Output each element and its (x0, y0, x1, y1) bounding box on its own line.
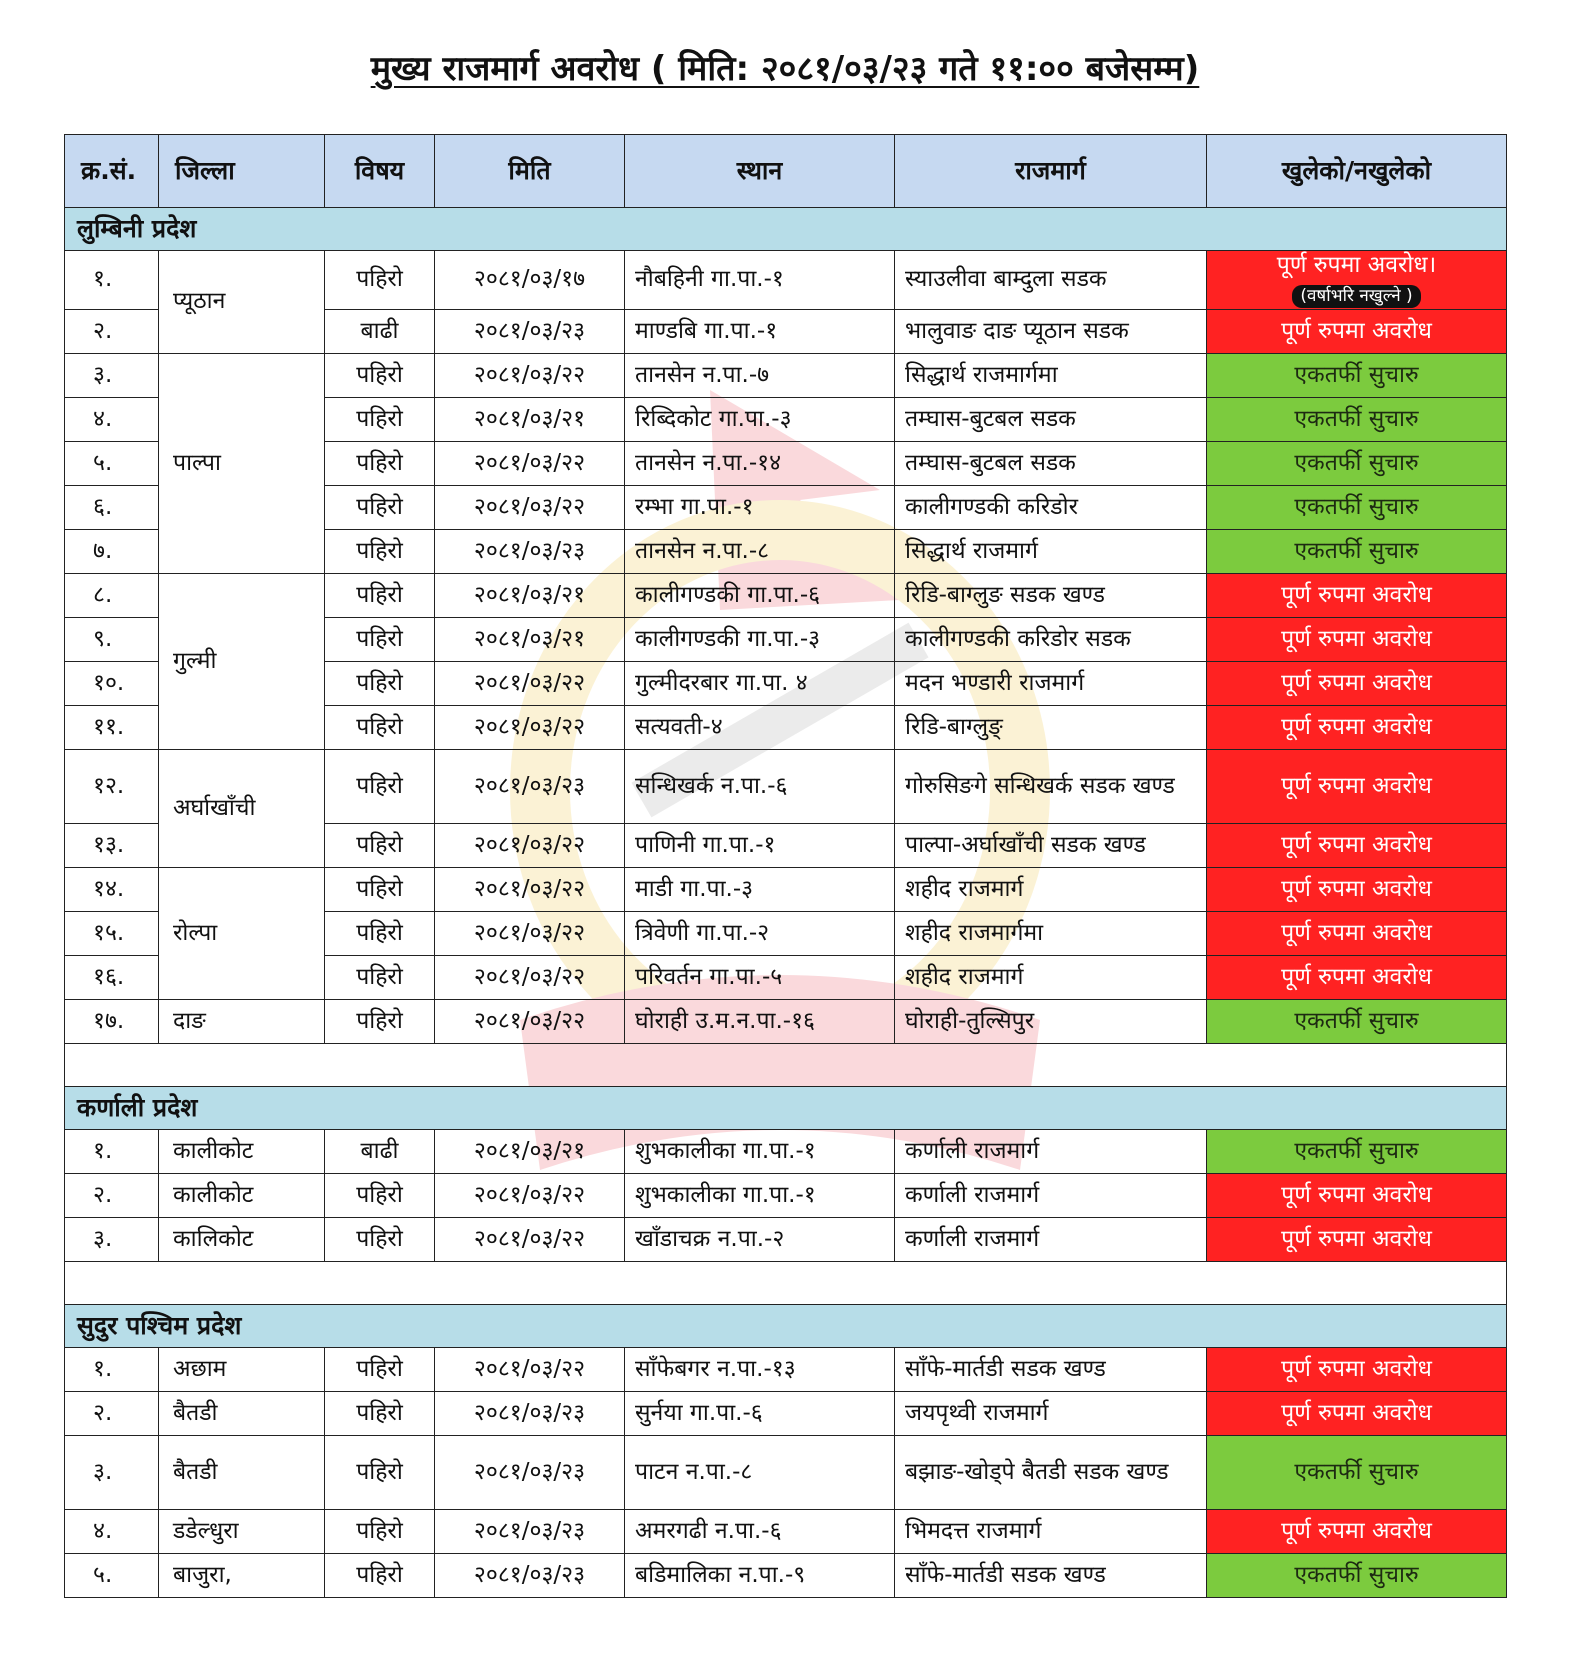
place-cell: पाणिनी गा.पा.-१ (625, 823, 895, 867)
highway-cell: गोरुसिङगे सन्धिखर्क सडक खण्ड (895, 749, 1207, 823)
header-place: स्थान (625, 135, 895, 208)
header-subject: विषय (325, 135, 435, 208)
date-cell: २०८१/०३/२१ (435, 617, 625, 661)
highway-cell: भालुवाङ दाङ प्यूठान सडक (895, 309, 1207, 353)
status-cell (1207, 309, 1507, 353)
highway-cell: मदन भण्डारी राजमार्ग (895, 661, 1207, 705)
date-cell: २०८१/०३/२२ (435, 1173, 625, 1217)
status-text: एकतर्फी सुचारु (1294, 1137, 1419, 1164)
spacer-row (65, 1261, 1507, 1304)
status-text: पूर्ण रुपमा अवरोध (1281, 581, 1432, 608)
date-cell: २०८१/०३/२३ (435, 529, 625, 573)
serial-cell: १३. (65, 823, 159, 867)
serial-cell: ८. (65, 573, 159, 617)
table-row (65, 1509, 1507, 1553)
status-cell (1207, 705, 1507, 749)
status-text: एकतर्फी सुचारु (1294, 361, 1419, 388)
status-cell (1207, 749, 1507, 823)
province-name: कर्णाली प्रदेश (65, 1086, 1507, 1129)
serial-cell: २. (65, 1173, 159, 1217)
date-cell: २०८१/०३/२२ (435, 441, 625, 485)
status-text: एकतर्फी सुचारु (1294, 1007, 1419, 1034)
status-text: पूर्ण रुपमा अवरोध (1281, 772, 1432, 799)
highway-cell: शहीद राजमार्ग (895, 955, 1207, 999)
district-cell: गुल्मी (159, 573, 325, 749)
highway-cell: जयपृथ्वी राजमार्ग (895, 1391, 1207, 1435)
status-cell (1207, 823, 1507, 867)
subject-cell: पहिरो (325, 749, 435, 823)
date-cell: २०८१/०३/२२ (435, 955, 625, 999)
subject-cell: पहिरो (325, 617, 435, 661)
serial-cell: १. (65, 1129, 159, 1173)
subject-cell: पहिरो (325, 251, 435, 310)
district-cell: बाजुरा, (159, 1553, 325, 1597)
serial-cell: १. (65, 251, 159, 310)
place-cell: तानसेन न.पा.-८ (625, 529, 895, 573)
status-text: पूर्ण रुपमा अवरोध (1281, 713, 1432, 740)
date-cell: २०८१/०३/२३ (435, 1391, 625, 1435)
serial-cell: १७. (65, 999, 159, 1043)
district-cell: कालिकोट (159, 1217, 325, 1261)
highway-cell: तम्घास-बुटबल सडक (895, 397, 1207, 441)
place-cell: घोराही उ.म.न.पा.-१६ (625, 999, 895, 1043)
date-cell: २०८१/०३/२१ (435, 573, 625, 617)
district-cell: बैतडी (159, 1435, 325, 1509)
serial-cell: १५. (65, 911, 159, 955)
table-row (65, 1435, 1507, 1509)
place-cell: साँफेबगर न.पा.-१३ (625, 1347, 895, 1391)
place-cell: परिवर्तन गा.पा.-५ (625, 955, 895, 999)
table-row (65, 353, 1507, 397)
serial-cell: ३. (65, 1217, 159, 1261)
subject-cell: पहिरो (325, 1509, 435, 1553)
province-row (65, 208, 1507, 251)
status-cell (1207, 1173, 1507, 1217)
header-serial: क्र.सं. (65, 135, 159, 208)
serial-cell: ३. (65, 353, 159, 397)
spacer-cell (65, 1261, 1507, 1304)
district-cell: अर्घाखाँची (159, 749, 325, 867)
subject-cell: पहिरो (325, 1217, 435, 1261)
place-cell: पाटन न.पा.-८ (625, 1435, 895, 1509)
subject-cell: पहिरो (325, 1173, 435, 1217)
status-text: एकतर्फी सुचारु (1294, 405, 1419, 432)
subject-cell: पहिरो (325, 529, 435, 573)
highway-cell: स्याउलीवा बाम्दुला सडक (895, 251, 1207, 310)
date-cell: २०८१/०३/२२ (435, 661, 625, 705)
serial-cell: १. (65, 1347, 159, 1391)
date-cell: २०८१/०३/२२ (435, 999, 625, 1043)
highway-cell: बझाङ-खोड्पे बैतडी सडक खण्ड (895, 1435, 1207, 1509)
subject-cell: पहिरो (325, 1391, 435, 1435)
district-cell: रोल्पा (159, 867, 325, 999)
status-cell (1207, 573, 1507, 617)
date-cell: २०८१/०३/२१ (435, 397, 625, 441)
date-cell: २०८१/०३/२२ (435, 823, 625, 867)
province-name: सुदुर पश्चिम प्रदेश (65, 1304, 1507, 1347)
status-text: पूर्ण रुपमा अवरोध। (1276, 252, 1437, 278)
serial-cell: २. (65, 1391, 159, 1435)
serial-cell: ३. (65, 1435, 159, 1509)
place-cell: सन्धिखर्क न.पा.-६ (625, 749, 895, 823)
highway-cell: पाल्पा-अर्घाखाँची सडक खण्ड (895, 823, 1207, 867)
status-cell (1207, 1435, 1507, 1509)
highway-cell: सिद्धार्थ राजमार्गमा (895, 353, 1207, 397)
table-header-row (65, 135, 1507, 208)
serial-cell: ४. (65, 1509, 159, 1553)
place-cell: अमरगढी न.पा.-६ (625, 1509, 895, 1553)
status-cell (1207, 1347, 1507, 1391)
status-cell (1207, 251, 1507, 310)
status-cell (1207, 1391, 1507, 1435)
district-cell: दाङ (159, 999, 325, 1043)
province-row (65, 1304, 1507, 1347)
subject-cell: पहिरो (325, 573, 435, 617)
date-cell: २०८१/०३/२२ (435, 1217, 625, 1261)
status-cell (1207, 397, 1507, 441)
page-title: मुख्य राजमार्ग अवरोध ( मिति: २०८१/०३/२३ गते ११:०० बजेसम्म) (370, 49, 1200, 89)
header-district: जिल्ला (159, 135, 325, 208)
date-cell: २०८१/०३/२२ (435, 867, 625, 911)
status-text: पूर्ण रुपमा अवरोध (1281, 963, 1432, 990)
district-cell: प्यूठान (159, 251, 325, 354)
date-cell: २०८१/०३/२२ (435, 911, 625, 955)
status-note: (वर्षाभरि नखुल्ने ) (1292, 285, 1420, 308)
status-text: पूर्ण रुपमा अवरोध (1281, 625, 1432, 652)
place-cell: रम्भा गा.पा.-१ (625, 485, 895, 529)
highway-cell: भिमदत्त राजमार्ग (895, 1509, 1207, 1553)
subject-cell: पहिरो (325, 661, 435, 705)
subject-cell: पहिरो (325, 999, 435, 1043)
highway-cell: शहीद राजमार्गमा (895, 911, 1207, 955)
subject-cell: पहिरो (325, 955, 435, 999)
date-cell: २०८१/०३/२३ (435, 1435, 625, 1509)
status-cell (1207, 617, 1507, 661)
date-cell: २०८१/०३/२३ (435, 749, 625, 823)
status-cell (1207, 1129, 1507, 1173)
serial-cell: १४. (65, 867, 159, 911)
status-text: पूर्ण रुपमा अवरोध (1281, 919, 1432, 946)
subject-cell: पहिरो (325, 441, 435, 485)
subject-cell: पहिरो (325, 911, 435, 955)
serial-cell: १२. (65, 749, 159, 823)
spacer-cell (65, 1043, 1507, 1086)
district-cell: बैतडी (159, 1391, 325, 1435)
table-row (65, 1553, 1507, 1597)
date-cell: २०८१/०३/२२ (435, 1347, 625, 1391)
highway-cell: घोराही-तुल्सिपुर (895, 999, 1207, 1043)
status-text: पूर्ण रुपमा अवरोध (1281, 669, 1432, 696)
date-cell: २०८१/०३/२३ (435, 309, 625, 353)
highway-cell: सिद्धार्थ राजमार्ग (895, 529, 1207, 573)
status-text: पूर्ण रुपमा अवरोध (1281, 317, 1432, 344)
status-text: पूर्ण रुपमा अवरोध (1281, 1517, 1432, 1544)
status-cell (1207, 529, 1507, 573)
serial-cell: ५. (65, 441, 159, 485)
serial-cell: ९. (65, 617, 159, 661)
subject-cell: पहिरो (325, 823, 435, 867)
table-row (65, 1129, 1507, 1173)
table-row (65, 573, 1507, 617)
serial-cell: १०. (65, 661, 159, 705)
highway-obstruction-table (64, 134, 1507, 1598)
place-cell: तानसेन न.पा.-१४ (625, 441, 895, 485)
district-cell: पाल्पा (159, 353, 325, 573)
status-text: एकतर्फी सुचारु (1294, 1458, 1419, 1485)
subject-cell: पहिरो (325, 1435, 435, 1509)
place-cell: खाँडाचक्र न.पा.-२ (625, 1217, 895, 1261)
subject-cell: बाढी (325, 1129, 435, 1173)
serial-cell: ४. (65, 397, 159, 441)
date-cell: २०८१/०३/१७ (435, 251, 625, 310)
date-cell: २०८१/०३/२२ (435, 705, 625, 749)
status-text: एकतर्फी सुचारु (1294, 537, 1419, 564)
status-cell (1207, 867, 1507, 911)
place-cell: सत्यवती-४ (625, 705, 895, 749)
table-row (65, 1391, 1507, 1435)
table-row (65, 1217, 1507, 1261)
place-cell: रिब्दिकोट गा.पा.-३ (625, 397, 895, 441)
highway-cell: कर्णाली राजमार्ग (895, 1129, 1207, 1173)
highway-cell: कर्णाली राजमार्ग (895, 1217, 1207, 1261)
header-status: खुलेको/नखुलेको (1207, 135, 1507, 208)
subject-cell: पहिरो (325, 353, 435, 397)
subject-cell: पहिरो (325, 397, 435, 441)
table-row (65, 1173, 1507, 1217)
status-text: पूर्ण रुपमा अवरोध (1281, 1399, 1432, 1426)
table-row (65, 749, 1507, 823)
place-cell: कालीगण्डकी गा.पा.-३ (625, 617, 895, 661)
subject-cell: पहिरो (325, 867, 435, 911)
highway-cell: शहीद राजमार्ग (895, 867, 1207, 911)
status-text: एकतर्फी सुचारु (1294, 1561, 1419, 1588)
status-text: एकतर्फी सुचारु (1294, 493, 1419, 520)
status-text: पूर्ण रुपमा अवरोध (1281, 875, 1432, 902)
highway-cell: साँफे-मार्तडी सडक खण्ड (895, 1553, 1207, 1597)
status-cell (1207, 485, 1507, 529)
place-cell: माडी गा.पा.-३ (625, 867, 895, 911)
serial-cell: ७. (65, 529, 159, 573)
serial-cell: ६. (65, 485, 159, 529)
status-cell (1207, 1553, 1507, 1597)
highway-cell: तम्घास-बुटबल सडक (895, 441, 1207, 485)
date-cell: २०८१/०३/२२ (435, 485, 625, 529)
place-cell: शुभकालीका गा.पा.-१ (625, 1173, 895, 1217)
date-cell: २०८१/०३/२३ (435, 1509, 625, 1553)
place-cell: त्रिवेणी गा.पा.-२ (625, 911, 895, 955)
province-name: लुम्बिनी प्रदेश (65, 208, 1507, 251)
status-cell (1207, 661, 1507, 705)
subject-cell: पहिरो (325, 485, 435, 529)
place-cell: शुभकालीका गा.पा.-१ (625, 1129, 895, 1173)
date-cell: २०८१/०३/२२ (435, 353, 625, 397)
place-cell: सुर्नया गा.पा.-६ (625, 1391, 895, 1435)
status-text: पूर्ण रुपमा अवरोध (1281, 1181, 1432, 1208)
status-text: पूर्ण रुपमा अवरोध (1281, 1355, 1432, 1382)
district-cell: कालीकोट (159, 1129, 325, 1173)
status-cell (1207, 1217, 1507, 1261)
highway-cell: साँफे-मार्तडी सडक खण्ड (895, 1347, 1207, 1391)
district-cell: डडेल्धुरा (159, 1509, 325, 1553)
place-cell: गुल्मीदरबार गा.पा. ४ (625, 661, 895, 705)
serial-cell: ५. (65, 1553, 159, 1597)
table-row (65, 1347, 1507, 1391)
status-cell (1207, 441, 1507, 485)
subject-cell: पहिरो (325, 1553, 435, 1597)
highway-cell: कर्णाली राजमार्ग (895, 1173, 1207, 1217)
status-cell (1207, 999, 1507, 1043)
status-cell (1207, 911, 1507, 955)
table-row (65, 999, 1507, 1043)
serial-cell: २. (65, 309, 159, 353)
status-cell (1207, 353, 1507, 397)
status-text: एकतर्फी सुचारु (1294, 449, 1419, 476)
status-text: पूर्ण रुपमा अवरोध (1281, 831, 1432, 858)
place-cell: कालीगण्डकी गा.पा.-६ (625, 573, 895, 617)
place-cell: तानसेन न.पा.-७ (625, 353, 895, 397)
highway-cell: रिडि-बाग्लुङ् (895, 705, 1207, 749)
subject-cell: पहिरो (325, 1347, 435, 1391)
highway-cell: कालीगण्डकी करिडोर (895, 485, 1207, 529)
highway-cell: कालीगण्डकी करिडोर सडक (895, 617, 1207, 661)
district-cell: अछाम (159, 1347, 325, 1391)
place-cell: नौबहिनी गा.पा.-१ (625, 251, 895, 310)
date-cell: २०८१/०३/२१ (435, 1129, 625, 1173)
table-row (65, 251, 1507, 310)
place-cell: बडिमालिका न.पा.-९ (625, 1553, 895, 1597)
table-row (65, 867, 1507, 911)
place-cell: माण्डबि गा.पा.-१ (625, 309, 895, 353)
province-row (65, 1086, 1507, 1129)
status-cell (1207, 1509, 1507, 1553)
status-text: पूर्ण रुपमा अवरोध (1281, 1225, 1432, 1252)
table-body (65, 208, 1507, 1598)
spacer-row (65, 1043, 1507, 1086)
highway-cell: रिडि-बाग्लुङ सडक खण्ड (895, 573, 1207, 617)
district-cell: कालीकोट (159, 1173, 325, 1217)
serial-cell: ११. (65, 705, 159, 749)
subject-cell: पहिरो (325, 705, 435, 749)
status-cell (1207, 955, 1507, 999)
serial-cell: १६. (65, 955, 159, 999)
header-date: मिति (435, 135, 625, 208)
header-highway: राजमार्ग (895, 135, 1207, 208)
date-cell: २०८१/०३/२३ (435, 1553, 625, 1597)
subject-cell: बाढी (325, 309, 435, 353)
